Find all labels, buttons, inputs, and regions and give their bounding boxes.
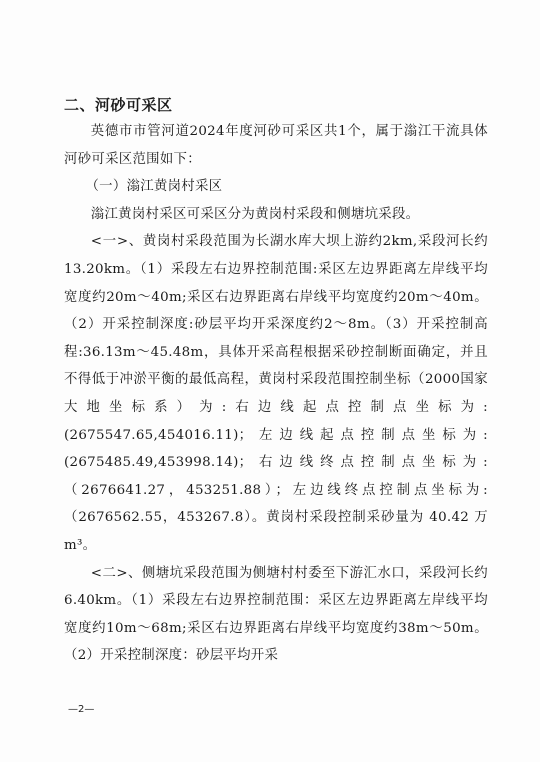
segment-2-paragraph: <二>、侧塘坑采段范围为侧塘村村委至下游汇水口，采段河长约6.40km。（1）采段左右边界控制范围：采区左边界距离左岸线平均宽度约10m～68m;采区右边界距离右岸线平均宽度约38m～50m。（2）开采控制深度：砂层平均开采 bbox=[64, 565, 488, 664]
section-heading: 二、河砂可采区 bbox=[64, 96, 173, 114]
segment-1-paragraph: <一>、黄岗村采段范围为长湖水库大坝上游约2km,采段河长约13.20km。（1）采段左右边界控制范围:采区左边界距离左岸线平均宽度约20m～40m;采区右边界距离右岸线平均宽度约20m～40m。（2）开采控制深度:砂层平均开采深度约2～8m。（3）开采控制高程:36.13m～45.48m，具体开采高程根据采砂控制断面确定，并且不得低于冲淤平衡的最低高程，黄岗村采段范围控制坐标（2000国家大地坐标系）为:右边线起点控制点坐标为: (2675547.65,454016.11)；左边线起点控制点坐标为: (2675485.49,453998.14)；右边线终点控制点坐标为: （2676641.27，453251.88）；左边线终点控制点坐标为: （2676562.55，453267.8）。黄岗村采段控制采砂量为 40.42 万 m³。 bbox=[64, 234, 488, 553]
document-body bbox=[64, 92, 488, 670]
page-number: —2— bbox=[68, 704, 95, 715]
intro-paragraph: 英德市市管河道2024年度河砂可采区共1个，属于滃江干流具体河砂可采区范围如下： bbox=[64, 124, 488, 167]
overview-paragraph: 滃江黄岗村采区可采区分为黄岗村采段和侧塘坑采段。 bbox=[90, 206, 420, 222]
subsection-heading: （一）滃江黄岗村采区 bbox=[85, 179, 223, 195]
